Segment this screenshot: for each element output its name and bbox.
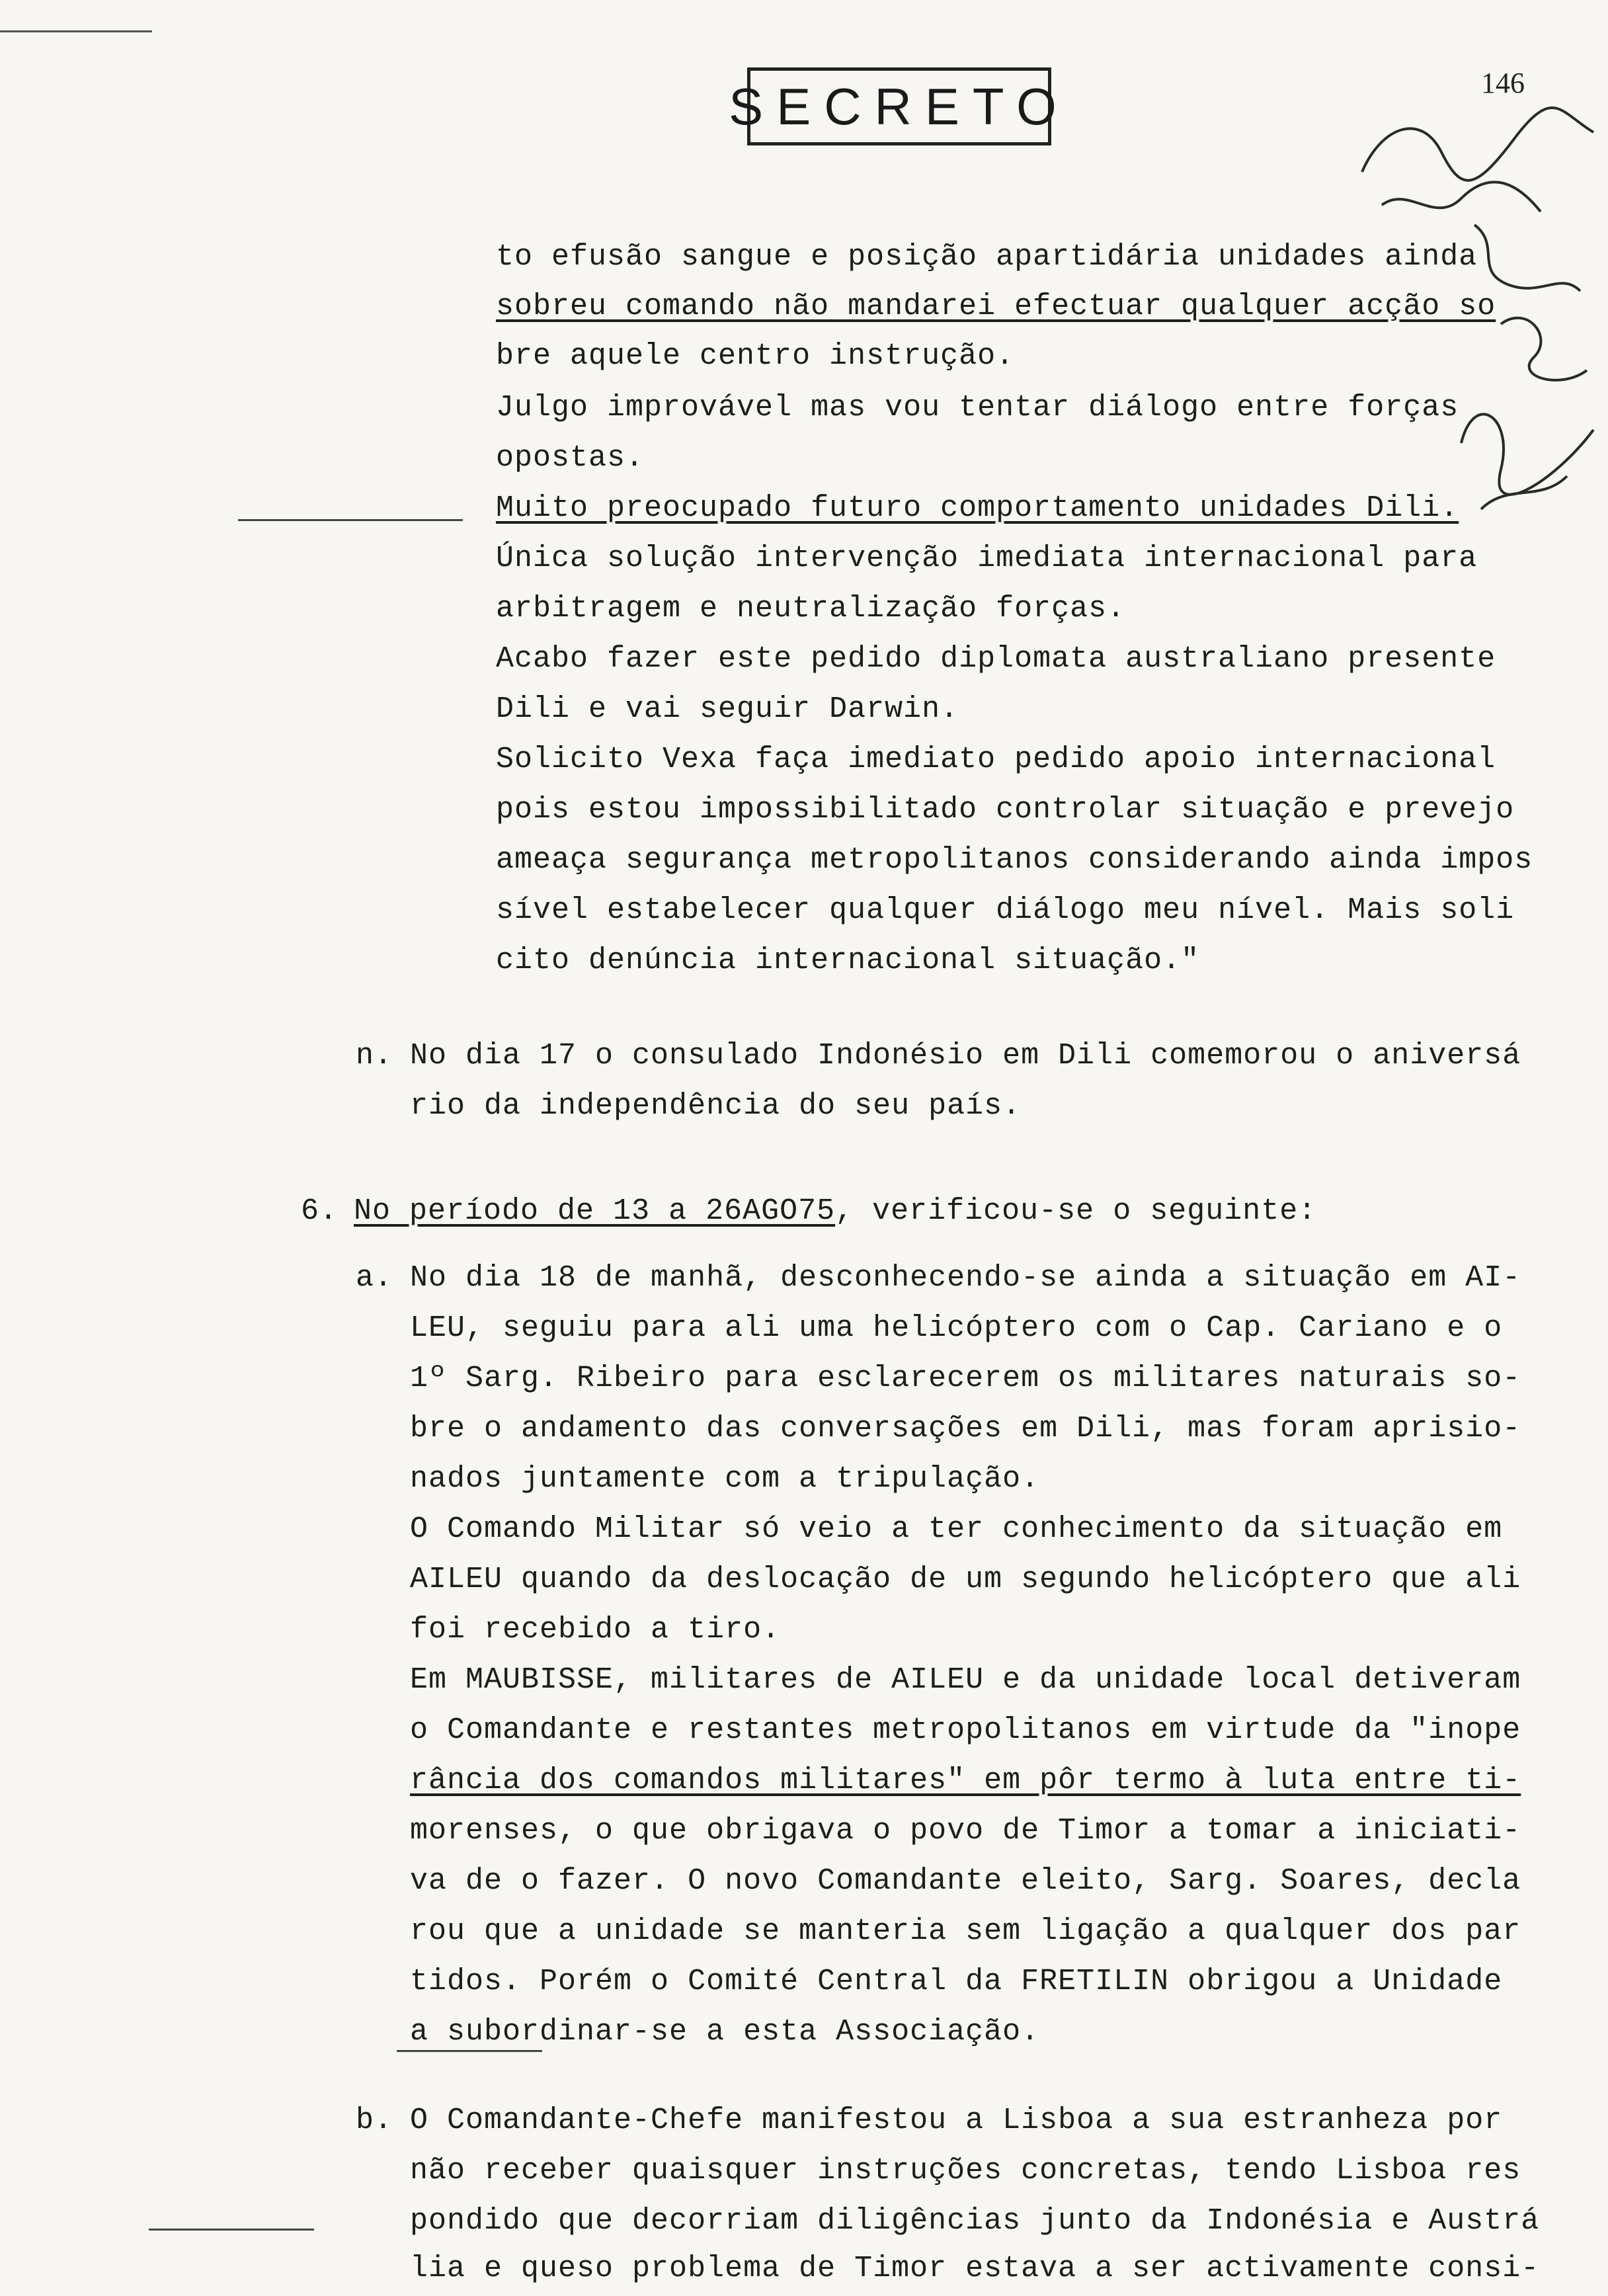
item-line: rou que a unidade se manteria sem ligação a qualquer dos par [410,1914,1521,1948]
item-line: 1º Sarg. Ribeiro para esclarecerem os militares naturais so- [410,1362,1521,1395]
quote-line: sível estabelecer qualquer diálogo meu nível. Mais soli [496,893,1515,927]
section-heading-date: No período de 13 a 26AGO75 [354,1194,836,1228]
quote-line: ameaça segurança metropolitanos considerando ainda impos [496,843,1533,877]
secret-stamp [729,67,1070,145]
stamp-text: SECRETO [729,77,1070,136]
item-line: LEU, seguiu para ali uma helicóptero com o Cap. Cariano e o [410,1311,1503,1345]
item-line: não receber quaisquer instruções concretas, tendo Lisboa res [410,2154,1521,2188]
quote-line: Julgo improvável mas vou tentar diálogo entre forças [496,391,1459,425]
item-line: lia e queso problema de Timor estava a ser activamente consi- [410,2252,1540,2285]
item-marker: n. [356,1039,393,1073]
item-line: a subordinar-se a esta Associação. [410,2015,1040,2049]
quote-line: arbitragem e neutralização forças. [496,592,1126,626]
item-marker: a. [356,1261,393,1295]
quote-line: Muito preocupado futuro comportamento unidades Dili. [496,491,1459,525]
item-line: No dia 17 o consulado Indonésio em Dili comemorou o aniversá [410,1039,1521,1073]
item-line: bre o andamento das conversações em Dili, mas foram aprisio- [410,1412,1521,1446]
corner-rule [0,30,152,32]
quote-line: cito denúncia internacional situação." [496,944,1200,977]
quote-line: pois estou impossibilitado controlar situação e prevejo [496,793,1515,827]
quote-line: Dili e vai seguir Darwin. [496,692,959,726]
page-number: 146 [1481,67,1525,99]
item-marker: b. [356,2104,393,2137]
item-line: AILEU quando da deslocação de um segundo helicóptero que ali [410,1563,1521,1596]
item-line: rância dos comandos militares" em pôr termo à luta entre ti- [410,1764,1521,1797]
item-line: No dia 18 de manhã, desconhecendo-se ainda a situação em AI- [410,1261,1521,1295]
section-heading-rest: , verificou-se o seguinte: [835,1194,1317,1228]
item-line: tidos. Porém o Comité Central da FRETILIN obrigou a Unidade [410,1965,1503,1998]
item-line: o Comandante e restantes metropolitanos em virtude da "inope [410,1713,1521,1747]
item-line: Em MAUBISSE, militares de AILEU e da unidade local detiveram [410,1663,1521,1697]
quote-line: opostas. [496,441,645,475]
quote-line: sobreu comando não mandarei efectuar qualquer acção so [496,290,1496,323]
margin-mark [238,519,463,521]
margin-mark [397,2050,542,2052]
item-line: foi recebido a tiro. [410,1613,781,1647]
item-line: O Comandante-Chefe manifestou a Lisboa a sua estranheza por [410,2104,1503,2137]
quote-line: bre aquele centro instrução. [496,339,1015,373]
section-heading [354,1194,1316,1229]
section-number: 6. [301,1194,339,1228]
item-line: nados juntamente com a tripulação. [410,1462,1040,1496]
quote-line: to efusão sangue e posição apartidária unidades ainda [496,240,1478,274]
item-line: va de o fazer. O novo Comandante eleito, Sarg. Soares, decla [410,1864,1521,1898]
item-line: morenses, o que obrigava o povo de Timor a tomar a iniciati- [410,1814,1521,1848]
item-line: O Comando Militar só veio a ter conhecimento da situação em [410,1512,1503,1546]
item-line: pondido que decorriam diligências junto da Indonésia e Austrá [410,2204,1540,2238]
quote-line: Única solução intervenção imediata internacional para [496,542,1478,575]
margin-mark [149,2229,314,2231]
quote-line: Solicito Vexa faça imediato pedido apoio internacional [496,743,1496,776]
item-line: rio da independência do seu país. [410,1089,1022,1123]
quote-line: Acabo fazer este pedido diplomata australiano presente [496,642,1496,676]
